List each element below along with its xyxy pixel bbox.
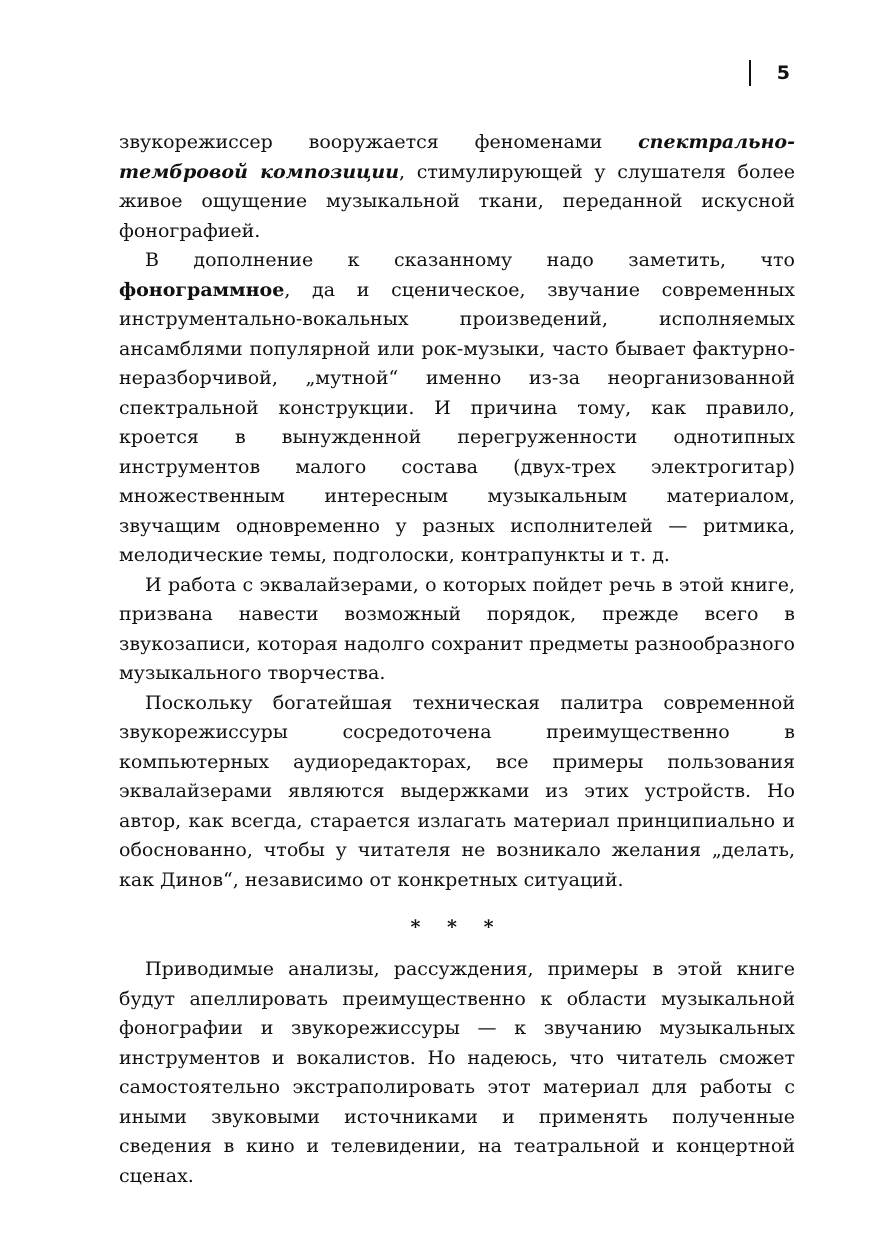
header-divider xyxy=(749,60,751,86)
paragraph-5: Приводимые анализы, рассуждения, примеры в этой книге будут апеллировать преимущественно к области музыкальной фонографии и звукорежиссуры — к звучанию музыкальных инструментов и вокалистов. Но надеюсь, что читатель сможет самостоятельно экстраполировать этот материал для работы с иными звуковыми источниками и применять полученные сведения в кино и телевидении, на театральной и концертной сценах. xyxy=(119,958,795,1187)
paragraph-2-text-start: В дополнение к сказанному надо заметить, что xyxy=(145,249,795,271)
page-header xyxy=(749,60,790,86)
body-text xyxy=(119,128,795,1191)
paragraph-1 xyxy=(119,128,795,246)
page-number: 5 xyxy=(776,62,790,84)
paragraph-3: И работа с эквалайзерами, о которых пойдет речь в этой книге, призвана навести возможный порядок, прежде всего в звукозаписи, которая надолго сохранит предметы разнообразного музыкального творчества. xyxy=(119,573,795,684)
paragraph-1-emphasis: спектрально-тембровой композиции xyxy=(119,131,795,183)
paragraph-2 xyxy=(119,246,795,571)
paragraph-2-emphasis: фонограммное xyxy=(119,278,285,301)
paragraph-1-text-start: звукорежиссер вооружается феноменами xyxy=(119,131,639,153)
paragraph-1-text-end: , стимулирующей у слушателя более живое ощущение музыкальной ткани, переданной искусной фонографией. xyxy=(119,160,795,242)
section-separator: * * * xyxy=(410,916,504,938)
paragraph-2-text-end: , да и сценическое, звучание современных инструментально-вокальных произведений, исполняемых ансамблями популярной или рок-музыки, часто бывает фактурно-неразборчивой, „мутной“ именно из-за неорганизованной спектральной конструкции. И причина тому, как правило, кроется в вынужденной перегруженности однотипных инструментов малого состава (двух-трех электрогитар) множественным интересным музыкальным материалом, звучащим одновременно у разных исполнителей — ритмика, мелодические темы, подголоски, контрапункты и т. д. xyxy=(119,278,795,566)
paragraph-4: Поскольку богатейшая техническая палитра современной звукорежиссуры сосредоточена преимущественно в компьютерных аудиоредакторах, все примеры пользования эквалайзерами являются выдержками из этих устройств. Но автор, как всегда, старается излагать материал принципиально и обоснованно, чтобы у читателя не возникало желания „делать, как Динов“, независимо от конкретных ситуаций. xyxy=(119,691,795,891)
